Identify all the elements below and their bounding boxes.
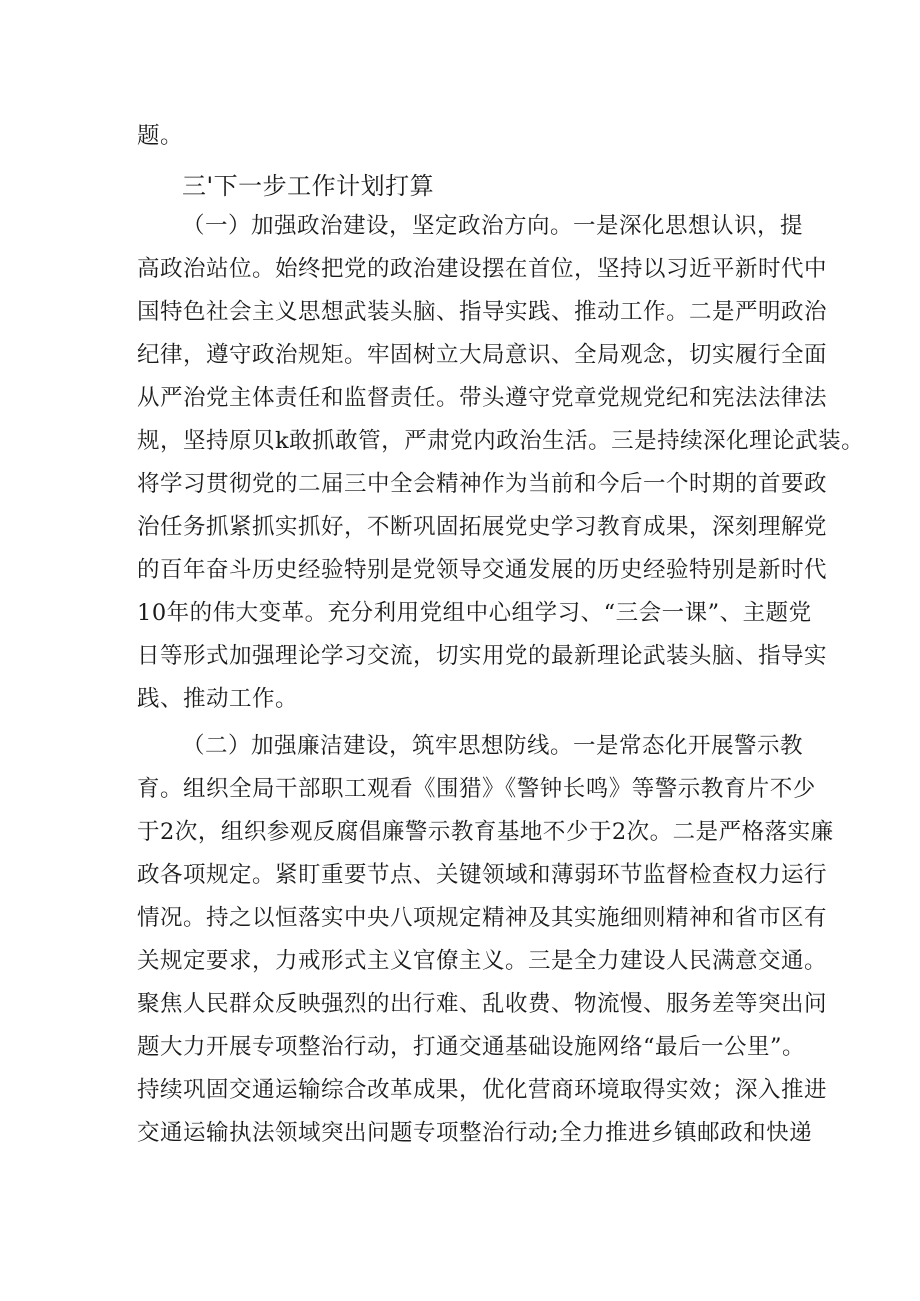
text-line: 将学习贯彻党的二届三中全会精神作为当前和今后一个时期的首要政	[137, 471, 828, 497]
text-line: 情况。持之以恒落实中央八项规定精神及其实施细则精神和省市区有	[137, 905, 828, 931]
text-line: 政各项规定。紧盯重要节点、关键领域和薄弱环节监督检查权力运行	[137, 862, 828, 888]
text-line: 高政治站位。始终把党的政治建设摆在首位，坚持以习近平新时代中	[137, 256, 828, 282]
text-line: 日等形式加强理论学习交流，切实用党的最新理论武装头脑、指导实	[137, 643, 828, 669]
text-line: 10年的伟大变革。充分利用党组中心组学习、“三会一课”、主题党	[137, 600, 812, 626]
paragraph-1-first-line: （一）加强政治建设，坚定政治方向。一是深化思想认识，提	[182, 213, 804, 239]
paragraph-2-first-line: （二）加强廉洁建设，筑牢思想防线。一是常态化开展警示教	[182, 733, 804, 759]
text-line: 规，坚持原贝k敢抓敢管，严肃党内政治生活。三是持续深化理论武装。	[137, 428, 865, 454]
text-line: 题。	[137, 123, 184, 149]
text-line: 践、推动工作。	[137, 686, 299, 712]
text-line: 关规定要求，力戒形式主义官僚主义。三是全力建设人民满意交通。	[137, 948, 828, 974]
text-line: 从严治党主体责任和监督责任。带头遵守党章党规党纪和宪法法律法	[137, 385, 828, 411]
text-line: 聚焦人民群众反映强烈的出行难、乱收费、物流慢、服务差等突出问	[137, 991, 828, 1017]
text-line: 育。组织全局干部职工观看《围猎》《警钟长鸣》等警示教育片不少	[137, 776, 816, 802]
section-heading: 三'下一步工作计划打算	[182, 172, 435, 200]
text-line: 交通运输执法领域突出问题专项整治行动;全力推进乡镇邮政和快递	[137, 1120, 813, 1146]
text-line: 治任务抓紧抓实抓好，不断巩固拓展党史学习教育成果，深刻理解党	[137, 514, 828, 540]
text-line: 的百年奋斗历史经验特别是党领导交通发展的历史经验特别是新时代	[137, 557, 828, 583]
text-line: 纪律，遵守政治规矩。牢固树立大局意识、全局观念，切实履行全面	[137, 342, 828, 368]
text-line: 国特色社会主义思想武装头脑、指导实践、推动工作。二是严明政治	[137, 299, 828, 325]
text-line: 持续巩固交通运输综合改革成果，优化营商环境取得实效；深入推进	[137, 1077, 828, 1103]
text-line: 于2次，组织参观反腐倡廉警示教育基地不少于2次。二是严格落实廉	[137, 819, 834, 845]
text-line: 题大力开展专项整治行动，打通交通基础设施网络“最后一公里”。	[137, 1034, 806, 1060]
